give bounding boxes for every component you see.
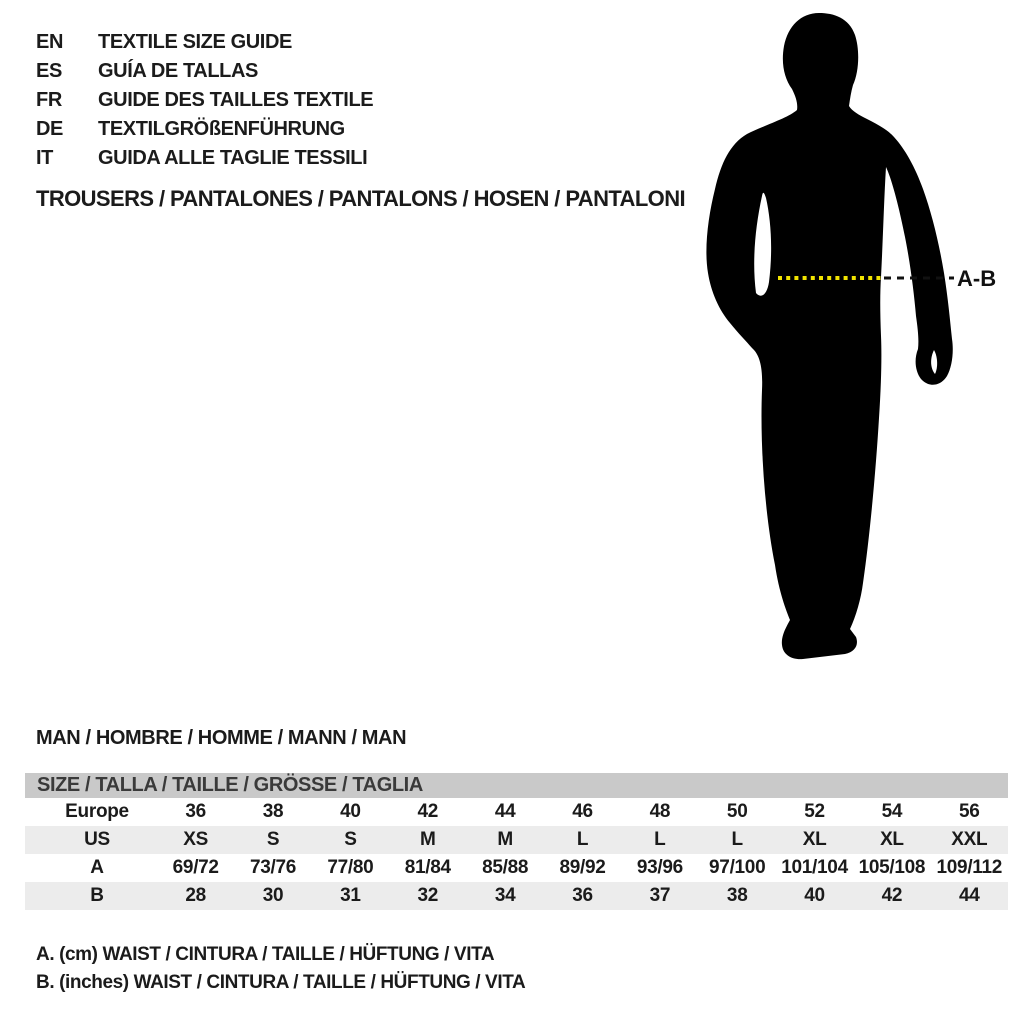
measure-label-ab: A-B (957, 266, 997, 291)
language-label: GUÍA DE TALLAS (98, 60, 258, 82)
table-cell: 52 (804, 801, 825, 822)
table-cell: 56 (959, 801, 980, 822)
table-row-b-inches (25, 882, 1008, 910)
table-cell: M (466, 826, 543, 854)
table-cell: 85/88 (482, 857, 529, 878)
language-row-it (36, 144, 373, 173)
table-cell: 54 (881, 801, 903, 822)
table-cell: 89/92 (559, 857, 606, 878)
table-cell: XS (157, 826, 234, 854)
language-code: FR (36, 89, 62, 111)
table-cell: 30 (234, 882, 311, 910)
table-cell: M (389, 826, 466, 854)
table-cell: 32 (389, 882, 466, 910)
size-table (25, 773, 1008, 910)
table-cell: S (312, 826, 389, 854)
table-cell: 44 (494, 801, 516, 822)
category-heading: TROUSERS / PANTALONES / PANTALONS / HOSEN / PANTALONI (36, 186, 685, 211)
language-row-de (36, 115, 373, 144)
table-row-europe (25, 798, 1008, 826)
table-cell: XXL (931, 826, 1008, 854)
row-label: US (25, 826, 157, 854)
table-cell: 105/108 (858, 857, 926, 878)
table-cell: 97/100 (709, 857, 766, 878)
table-cell: XL (776, 826, 853, 854)
row-label: A (90, 857, 104, 878)
man-silhouette (706, 13, 952, 659)
table-cell: 40 (340, 801, 361, 822)
table-cell: 46 (572, 801, 593, 822)
table-cell: 40 (776, 882, 853, 910)
table-cell: 101/104 (781, 857, 848, 878)
table-row-a-cm (25, 854, 1008, 882)
table-cell: 28 (157, 882, 234, 910)
table-cell: 36 (544, 882, 621, 910)
table-cell: 34 (466, 882, 543, 910)
table-cell: XL (853, 826, 930, 854)
language-label: GUIDA ALLE TAGLIE TESSILI (98, 147, 368, 169)
language-code: IT (36, 147, 53, 169)
table-cell: L (621, 826, 698, 854)
table-cell: 48 (649, 801, 671, 822)
table-cell: 50 (726, 801, 748, 822)
language-row-en (36, 28, 373, 57)
table-cell: L (699, 826, 776, 854)
table-cell: 42 (853, 882, 930, 910)
size-table-header: SIZE / TALLA / TAILLE / GRÖSSE / TAGLIA (25, 773, 1008, 798)
table-cell: 38 (262, 801, 284, 822)
row-label: Europe (65, 801, 129, 822)
language-row-fr (36, 86, 373, 115)
language-guide-list (36, 28, 373, 173)
man-silhouette-figure (690, 0, 1024, 664)
table-cell: 31 (312, 882, 389, 910)
footnote-a-cm: A. (cm) WAIST / CINTURA / TAILLE / HÜFTUNG / VITA (36, 944, 495, 965)
table-cell: 73/76 (250, 857, 297, 878)
table-cell: L (544, 826, 621, 854)
table-cell: 37 (621, 882, 698, 910)
language-code: ES (36, 60, 62, 82)
table-cell: S (234, 826, 311, 854)
table-cell: 109/112 (936, 857, 1003, 878)
table-cell: 36 (185, 801, 206, 822)
table-row-us (25, 826, 1008, 854)
table-cell: 81/84 (404, 857, 451, 878)
table-cell: 93/96 (636, 857, 683, 878)
table-cell: 42 (417, 801, 439, 822)
language-label: TEXTILGRÖßENFÜHRUNG (98, 118, 345, 140)
table-cell: 77/80 (327, 857, 374, 878)
language-label: TEXTILE SIZE GUIDE (98, 31, 292, 53)
language-code: DE (36, 118, 63, 140)
gender-section-heading: MAN / HOMBRE / HOMME / MANN / MAN (36, 727, 407, 749)
table-cell: 44 (931, 882, 1008, 910)
language-label: GUIDE DES TAILLES TEXTILE (98, 89, 374, 111)
table-cell: 38 (699, 882, 776, 910)
row-label: B (25, 882, 157, 910)
language-code: EN (36, 31, 63, 53)
footnote-b-inches: B. (inches) WAIST / CINTURA / TAILLE / HÜFTUNG / VITA (36, 972, 526, 993)
language-row-es (36, 57, 373, 86)
table-cell: 69/72 (172, 857, 219, 878)
size-table-header-row (25, 773, 1008, 798)
